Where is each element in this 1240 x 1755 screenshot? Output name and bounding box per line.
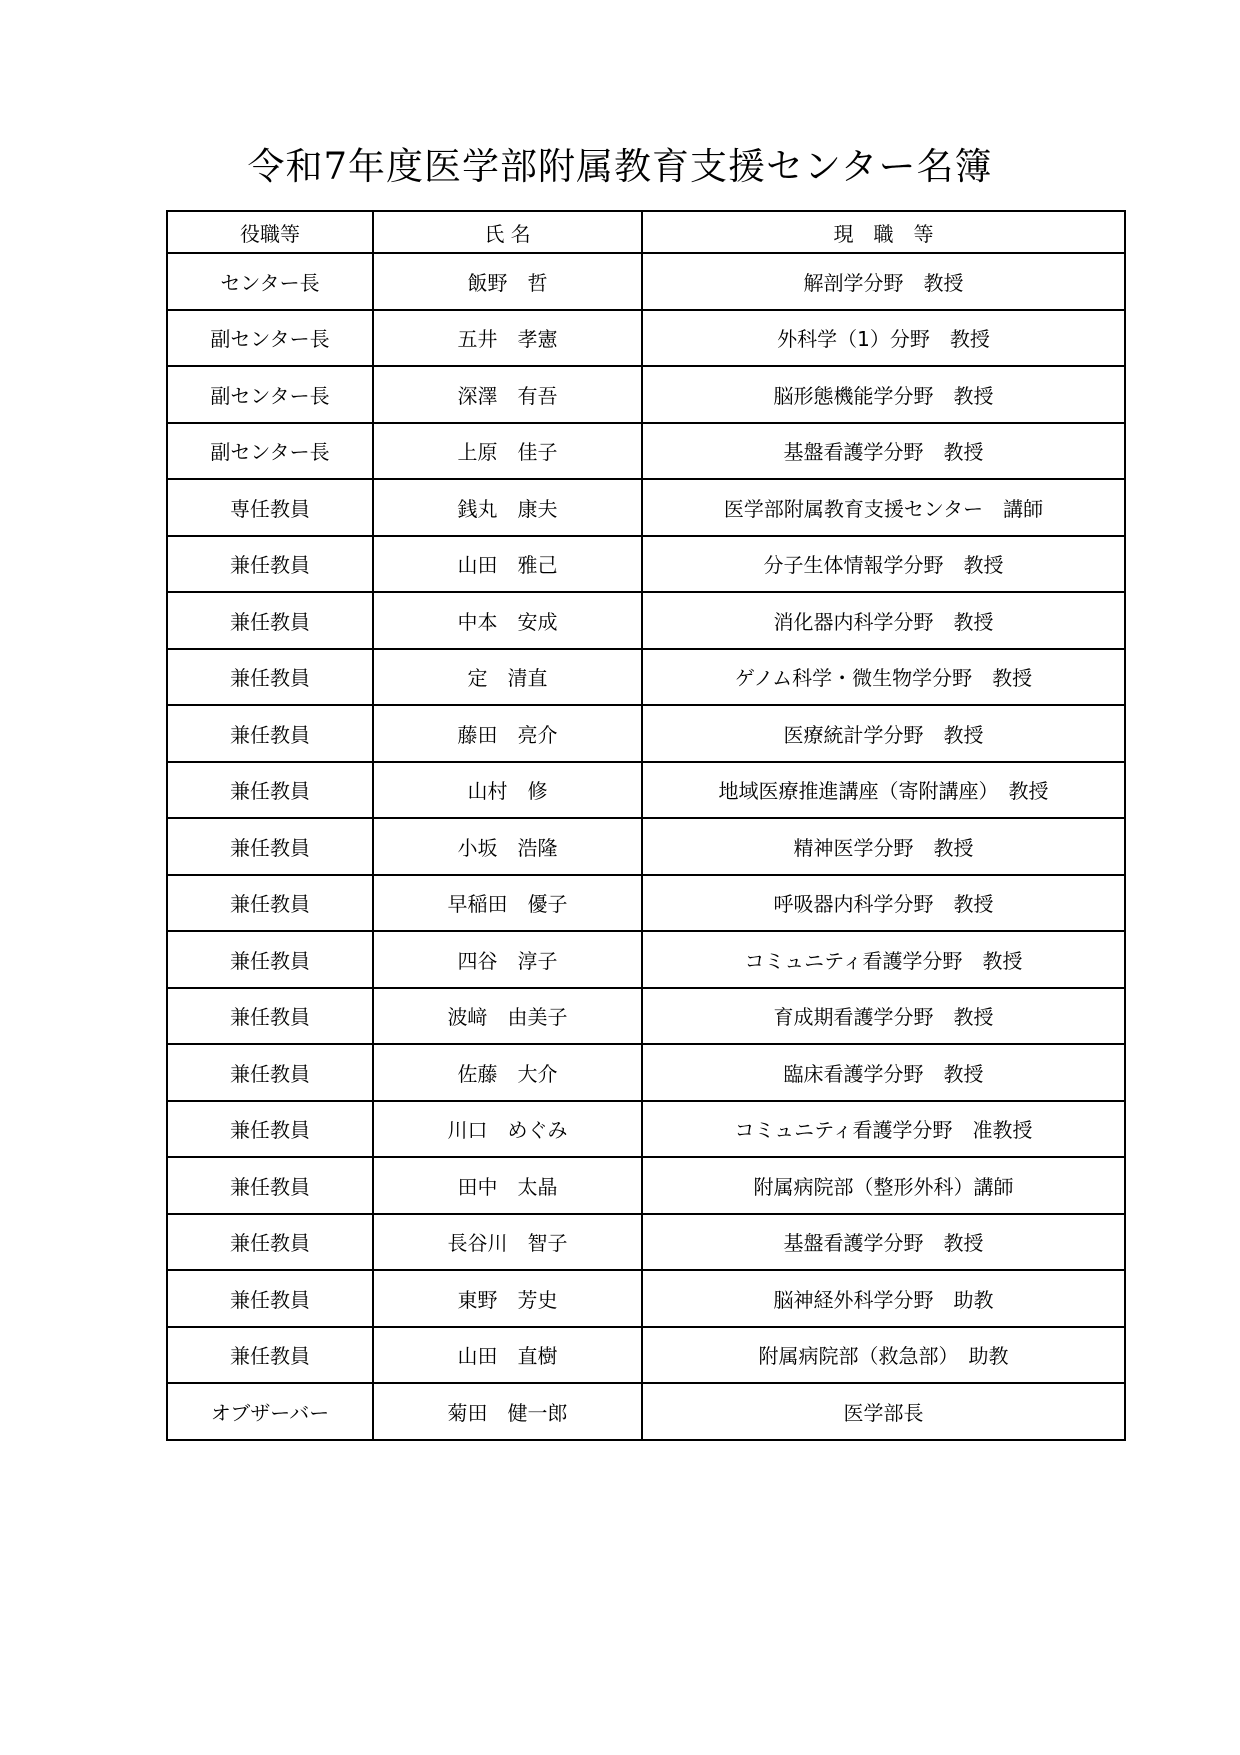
name-cell: 山村 修 xyxy=(373,762,642,819)
position-cell: 分子生体情報学分野 教授 xyxy=(642,536,1125,593)
table-row xyxy=(167,1214,1125,1271)
table-row xyxy=(167,762,1125,819)
role-cell: 兼任教員 xyxy=(167,1270,373,1327)
name-cell: 長谷川 智子 xyxy=(373,1214,642,1271)
role-cell: 兼任教員 xyxy=(167,592,373,649)
position-cell: 基盤看護学分野 教授 xyxy=(642,423,1125,480)
position-cell: 精神医学分野 教授 xyxy=(642,818,1125,875)
name-cell: 飯野 哲 xyxy=(373,253,642,310)
role-cell: 兼任教員 xyxy=(167,1101,373,1158)
role-cell: 兼任教員 xyxy=(167,1044,373,1101)
table-row xyxy=(167,875,1125,932)
role-cell: 専任教員 xyxy=(167,479,373,536)
role-cell: 兼任教員 xyxy=(167,1157,373,1214)
position-cell: コミュニティ看護学分野 准教授 xyxy=(642,1101,1125,1158)
document-title: 令和7年度医学部附属教育支援センター名簿 xyxy=(247,145,993,188)
name-cell: 佐藤 大介 xyxy=(373,1044,642,1101)
table-row xyxy=(167,1383,1125,1440)
name-cell: 深澤 有吾 xyxy=(373,366,642,423)
role-cell: 兼任教員 xyxy=(167,1327,373,1384)
name-cell: 藤田 亮介 xyxy=(373,705,642,762)
name-cell: 川口 めぐみ xyxy=(373,1101,642,1158)
header-row xyxy=(167,211,1125,253)
role-cell: 兼任教員 xyxy=(167,536,373,593)
table-row xyxy=(167,366,1125,423)
table-row xyxy=(167,649,1125,706)
position-cell: 基盤看護学分野 教授 xyxy=(642,1214,1125,1271)
table-row xyxy=(167,310,1125,367)
role-cell: 兼任教員 xyxy=(167,875,373,932)
position-cell: 附属病院部（救急部） 助教 xyxy=(642,1327,1125,1384)
name-cell: 銭丸 康夫 xyxy=(373,479,642,536)
role-cell: 兼任教員 xyxy=(167,988,373,1045)
name-cell: 小坂 浩隆 xyxy=(373,818,642,875)
header-role: 役職等 xyxy=(167,211,373,253)
position-cell: 医学部長 xyxy=(642,1383,1125,1440)
table-row xyxy=(167,931,1125,988)
position-cell: 解剖学分野 教授 xyxy=(642,253,1125,310)
table-row xyxy=(167,705,1125,762)
table-row xyxy=(167,253,1125,310)
roster-table xyxy=(166,210,1126,1441)
table-row xyxy=(167,1270,1125,1327)
table-row xyxy=(167,592,1125,649)
name-cell: 菊田 健一郎 xyxy=(373,1383,642,1440)
header-name: 氏 名 xyxy=(373,211,642,253)
position-cell: 附属病院部（整形外科）講師 xyxy=(642,1157,1125,1214)
table-row xyxy=(167,1044,1125,1101)
position-cell: 臨床看護学分野 教授 xyxy=(642,1044,1125,1101)
position-cell: 医療統計学分野 教授 xyxy=(642,705,1125,762)
position-cell: 脳神経外科学分野 助教 xyxy=(642,1270,1125,1327)
table-row xyxy=(167,1101,1125,1158)
name-cell: 上原 佳子 xyxy=(373,423,642,480)
position-cell: 地域医療推進講座（寄附講座） 教授 xyxy=(642,762,1125,819)
position-cell: ゲノム科学・微生物学分野 教授 xyxy=(642,649,1125,706)
table-row xyxy=(167,479,1125,536)
position-cell: コミュニティ看護学分野 教授 xyxy=(642,931,1125,988)
position-cell: 脳形態機能学分野 教授 xyxy=(642,366,1125,423)
table-row xyxy=(167,1327,1125,1384)
role-cell: 副センター長 xyxy=(167,366,373,423)
role-cell: 兼任教員 xyxy=(167,931,373,988)
role-cell: 兼任教員 xyxy=(167,1214,373,1271)
position-cell: 外科学（1）分野 教授 xyxy=(642,310,1125,367)
role-cell: センター長 xyxy=(167,253,373,310)
role-cell: 副センター長 xyxy=(167,310,373,367)
position-cell: 消化器内科学分野 教授 xyxy=(642,592,1125,649)
role-cell: オブザーバー xyxy=(167,1383,373,1440)
position-cell: 医学部附属教育支援センター 講師 xyxy=(642,479,1125,536)
role-cell: 兼任教員 xyxy=(167,705,373,762)
table-row xyxy=(167,818,1125,875)
table-body xyxy=(167,253,1125,1440)
table-header xyxy=(167,211,1125,253)
name-cell: 山田 雅己 xyxy=(373,536,642,593)
name-cell: 定 清直 xyxy=(373,649,642,706)
name-cell: 中本 安成 xyxy=(373,592,642,649)
name-cell: 東野 芳史 xyxy=(373,1270,642,1327)
role-cell: 兼任教員 xyxy=(167,649,373,706)
role-cell: 兼任教員 xyxy=(167,762,373,819)
name-cell: 田中 太晶 xyxy=(373,1157,642,1214)
name-cell: 四谷 淳子 xyxy=(373,931,642,988)
table-row xyxy=(167,988,1125,1045)
name-cell: 五井 孝憲 xyxy=(373,310,642,367)
role-cell: 兼任教員 xyxy=(167,818,373,875)
position-cell: 呼吸器内科学分野 教授 xyxy=(642,875,1125,932)
name-cell: 山田 直樹 xyxy=(373,1327,642,1384)
table-row xyxy=(167,423,1125,480)
name-cell: 早稲田 優子 xyxy=(373,875,642,932)
table-row xyxy=(167,536,1125,593)
name-cell: 波﨑 由美子 xyxy=(373,988,642,1045)
role-cell: 副センター長 xyxy=(167,423,373,480)
table-row xyxy=(167,1157,1125,1214)
header-position: 現 職 等 xyxy=(642,211,1125,253)
position-cell: 育成期看護学分野 教授 xyxy=(642,988,1125,1045)
